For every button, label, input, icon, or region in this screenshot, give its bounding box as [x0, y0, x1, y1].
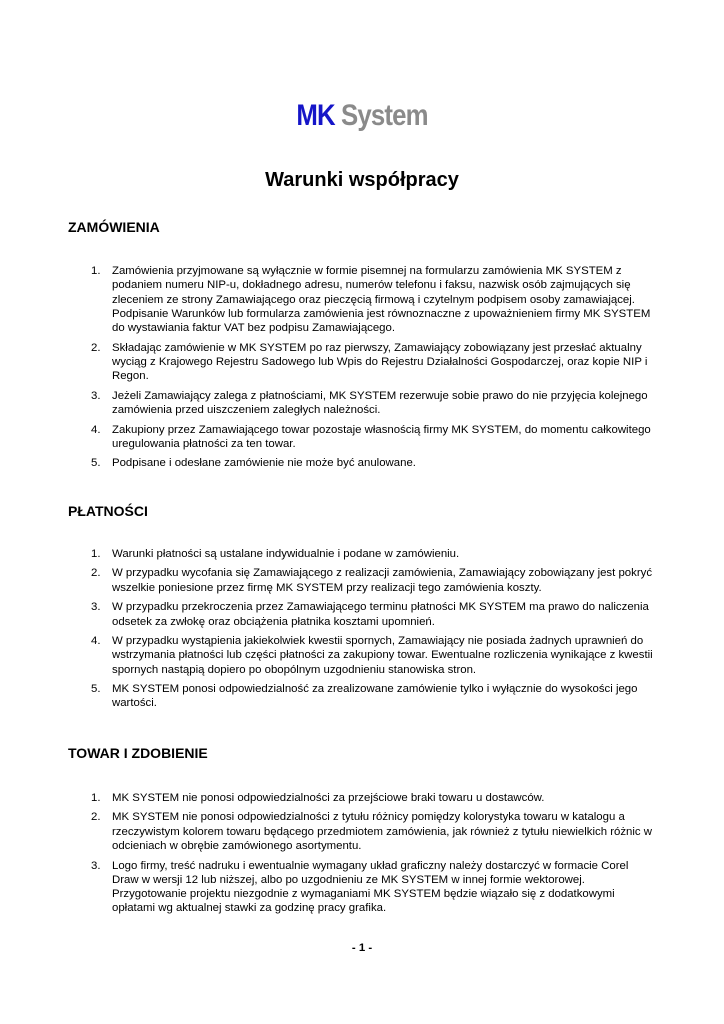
item-text: Podpisane i odesłane zamówienie nie może być anulowane. — [112, 457, 416, 470]
list-item — [68, 859, 658, 916]
list-item — [68, 264, 658, 335]
item-text: Logo firmy, treść nadruku i ewentualnie wymagany układ graficzny należy dostarczyć w formacie Corel Draw w wersji 12 lub niższej, albo po uzgodnieniu ze MK SYSTEM w innej formie wektorowej. Przygotowanie projektu niezgodnie z wymaganiami MK SYSTEM będzie wiązało się z dodatkowymi opłatami wg aktualnej stawki za godzinę pracy grafika. — [112, 859, 629, 915]
list-zamowienia — [68, 264, 658, 476]
item-text: Zakupiony przez Zamawiającego towar pozostaje własnością firmy MK SYSTEM, do momentu całkowitego uregulowania płatności za ten towar. — [112, 423, 651, 450]
item-number: 5. — [91, 457, 101, 470]
page-title: Warunki współpracy — [265, 169, 459, 191]
item-number: 5. — [91, 683, 101, 696]
list-item — [68, 566, 658, 595]
list-item — [68, 341, 658, 384]
list-item — [68, 600, 658, 629]
company-logo — [51, 98, 674, 134]
item-text: Warunki płatności są ustalane indywidualnie i podane w zamówieniu. — [112, 548, 460, 560]
list-item — [68, 547, 658, 561]
item-text: Składając zamówienie w MK SYSTEM po raz pierwszy, Zamawiający zobowiązany jest przesłać aktualny wyciąg z Krajowego Rejestru Sadowego lub Wpis do Rejestru Działalności Gospodarczej, oraz kopie NIP i Regon. — [112, 341, 648, 383]
logo-mk: MK — [296, 99, 335, 132]
page-number: - 1 - — [351, 942, 373, 954]
item-text: W przypadku przekroczenia przez Zamawiającego terminu płatności MK SYSTEM ma prawo do naliczenia odsetek za zwłokę oraz obciążenia płatnika kosztami upomnień. — [112, 601, 649, 628]
item-number: 4. — [91, 423, 101, 436]
section-heading-platnosci: PŁATNOŚCI — [68, 503, 148, 519]
item-number: 3. — [91, 859, 101, 872]
item-text: MK SYSTEM nie ponosi odpowiedzialności z tytułu różnicy pomiędzy kolorystyka towaru w katalogu a rzeczywistym kolorem towaru będącego przedmiotem zamówienia, jak również z tytułu niewielkich różnic w odcieniach w obrębie zamówionego asortymentu. — [112, 811, 652, 853]
item-number: 2. — [91, 811, 101, 824]
list-towar — [68, 791, 658, 921]
item-number: 1. — [91, 792, 101, 804]
item-number: 4. — [91, 635, 101, 648]
item-number: 1. — [91, 265, 101, 277]
item-number: 2. — [91, 567, 101, 580]
section-heading-towar: TOWAR I ZDOBIENIE — [68, 745, 208, 761]
section-heading-zamowienia: ZAMÓWIENIA — [68, 219, 160, 235]
list-item — [68, 791, 658, 805]
list-platnosci — [68, 547, 658, 716]
item-text: Zamówienia przyjmowane są wyłącznie w formie pisemnej na formularzu zamówienia MK SYSTEM z podaniem numeru NIP-u, dokładnego adresu, numerów telefonu i faksu, nazwisk osób zajmujących się zleceniem ze strony Zamawiającego oraz pieczęcią firmową i czytelnym podpisem osoby zamawiającej. Podpisanie Warunków lub formularza zamówienia jest równoznaczne z upoważnieniem firmy MK SYSTEM do wystawiania faktur VAT bez podpisu Zamawiającego. — [112, 265, 651, 335]
item-number: 3. — [91, 601, 101, 614]
item-text: W przypadku wycofania się Zamawiającego z realizacji zamówienia, Zamawiający zobowiązany jest pokryć wszelkie poniesione przez firmę MK SYSTEM przy realizacji tego zamówienia koszty. — [112, 567, 653, 594]
item-text: MK SYSTEM nie ponosi odpowiedzialności za przejściowe braki towaru u dostawców. — [112, 792, 545, 804]
list-item — [68, 423, 658, 452]
item-number: 1. — [91, 548, 101, 560]
item-text: W przypadku wystąpienia jakiekolwiek kwestii spornych, Zamawiający nie posiada żadnych uprawnień do wstrzymania płatności lub części płatności za zakupiony towar. Ewentualne rozliczenia wynikające z kwestii spornych nastąpią dopiero po obopólnym uzgodnieniu stanowiska stron. — [112, 635, 653, 676]
list-item — [68, 682, 658, 711]
item-number: 2. — [91, 341, 101, 354]
logo-system: System — [341, 99, 428, 132]
list-item — [68, 389, 658, 418]
list-item — [68, 810, 658, 853]
list-item — [68, 634, 658, 677]
item-text: Jeżeli Zamawiający zalega z płatnościami, MK SYSTEM rezerwuje sobie prawo do nie przyjęcia kolejnego zamówienia przed uiszczeniem zaległych należności. — [112, 389, 648, 417]
item-number: 3. — [91, 389, 101, 402]
list-item — [68, 456, 658, 470]
item-text: MK SYSTEM ponosi odpowiedzialność za zrealizowane zamówienie tylko i wyłącznie do wysokości jego wartości. — [112, 683, 638, 710]
